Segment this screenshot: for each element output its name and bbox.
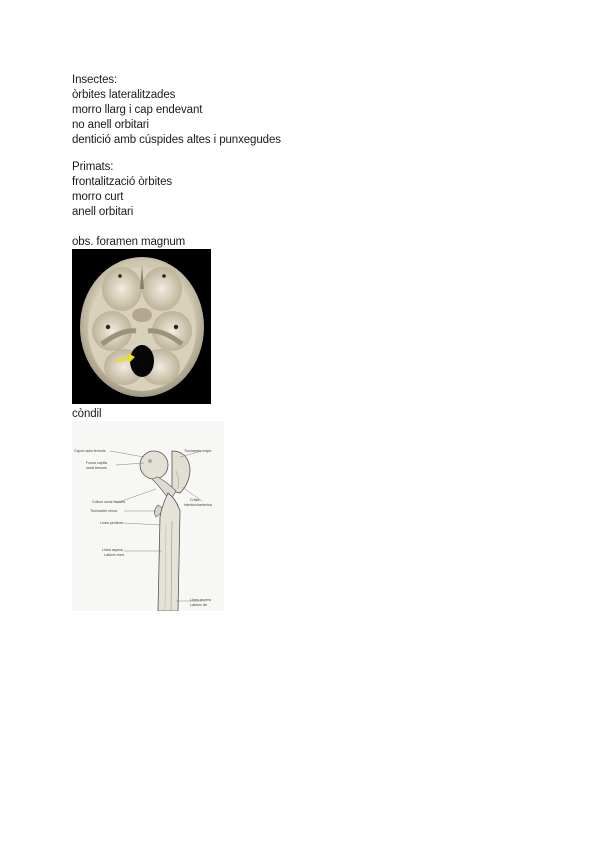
femur-label-linea-pectinea: Linea pectinea xyxy=(100,521,124,525)
femur-label-crista-2: intertrochanterica xyxy=(184,503,212,507)
insectes-heading: Insectes: xyxy=(72,74,118,86)
insectes-item: dentició amb cúspides altes i punxegudes xyxy=(72,134,281,146)
femur-label-caput: Caput ossis femoris xyxy=(74,449,106,453)
femur-label-linea-aspera-lat: Linea aspera xyxy=(190,598,211,602)
femur-label-labium-lat: Labium lat. xyxy=(190,603,208,607)
condil-caption: còndil xyxy=(72,408,102,420)
femur-label-labium-med: Labium med. xyxy=(104,553,125,557)
insectes-item: morro llarg i cap endevant xyxy=(72,104,203,116)
femur-label-crista: Crista xyxy=(190,498,200,502)
primats-heading: Primats: xyxy=(72,161,114,173)
femur-label-fovea-2: ossis femoris xyxy=(86,466,107,470)
femur-label-linea-aspera-med: Linea aspera xyxy=(102,548,123,552)
insectes-item: no anell orbitari xyxy=(72,119,149,131)
insectes-section xyxy=(72,73,281,148)
skull-base-image xyxy=(72,249,211,404)
primats-item: morro curt xyxy=(72,191,124,203)
femur-label-collum: Collum ossis femoris xyxy=(92,500,126,504)
primats-item: frontalització òrbites xyxy=(72,176,173,188)
femur-anatomy-image xyxy=(72,421,224,611)
primats-item: anell orbitari xyxy=(72,206,134,218)
insectes-item: òrbites lateralitzades xyxy=(72,89,176,101)
femur-label-fovea: Fovea capitis xyxy=(86,461,108,465)
femur-label-trochanter-minor: Trochanter minor xyxy=(90,509,118,513)
femur-label-trochanter-major: Trochanter major xyxy=(184,449,212,453)
foramen-magnum-caption: obs. foramen magnum xyxy=(72,236,186,248)
primats-section xyxy=(72,160,172,220)
